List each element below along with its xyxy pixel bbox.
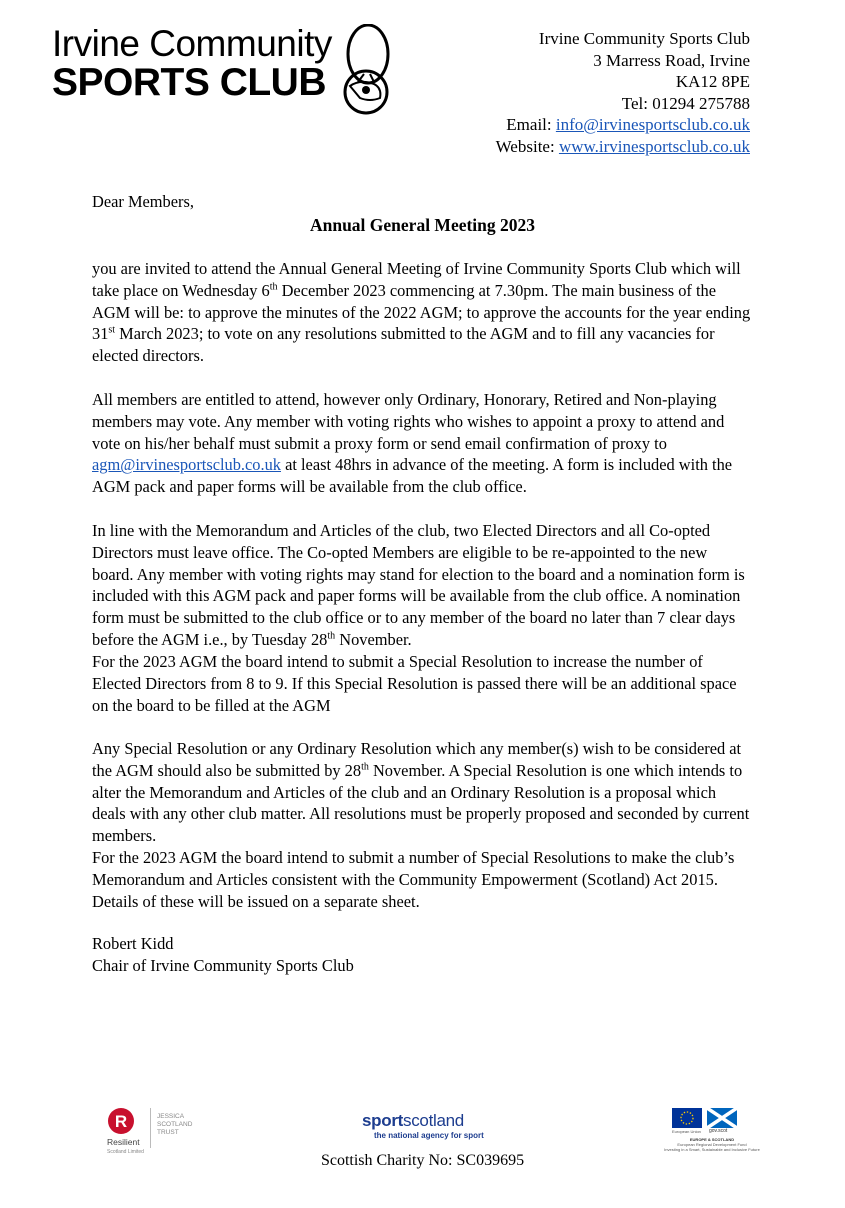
resilient-r-icon bbox=[107, 1107, 135, 1135]
gov-scot-label: gov.scot bbox=[709, 1128, 728, 1134]
p3-text-a: In line with the Memorandum and Articles of the club, two Elected Directors and all Co-opted Directors must leave office. The Co-opted Members are eligible to be re-appointed to the new board. Any member with voting rights may stand for election to the board and a nomination form is included with this AGM pack and paper forms will be available from the club office. A nomination form must be submitted to the club office or to any member of the board no later than 7 clear days before the AGM i.e., by Tuesday 28 bbox=[92, 521, 745, 649]
p1-text-a: you are invited to attend the Annual General Meeting of Irvine Community Sports Club which will take place on Wednesday 6 bbox=[92, 259, 741, 300]
jst-line-3: TRUST bbox=[157, 1129, 179, 1136]
address-telephone: Tel: 01294 275788 bbox=[621, 93, 750, 113]
jessica-scotland-trust-logo bbox=[157, 1113, 192, 1137]
address-website-row bbox=[496, 136, 750, 158]
signature-title: Chair of Irvine Community Sports Club bbox=[92, 956, 354, 975]
address-email-row bbox=[496, 114, 750, 136]
p1-sup-1: th bbox=[269, 281, 278, 293]
sportscotland-tagline: the national agency for sport bbox=[374, 1131, 484, 1140]
eu-line-3: Investing in a Smart, Sustainable and Inclusive Future bbox=[664, 1147, 760, 1152]
greeting: Dear Members, bbox=[92, 192, 194, 211]
website-link[interactable]: www.irvinesportsclub.co.uk bbox=[558, 136, 750, 156]
address-postcode: KA12 8PE bbox=[675, 72, 750, 91]
signature-name: Robert Kidd bbox=[92, 934, 174, 953]
letter-title: Annual General Meeting 2023 bbox=[309, 215, 536, 235]
p2-text-b: at least 48hrs in advance of the meeting. A form is included with the AGM pack and paper forms will be available from the club office. bbox=[92, 455, 733, 497]
resilient-sub-label: Scotland Limited bbox=[107, 1149, 144, 1155]
eu-line-2: European Regional Development Fund bbox=[677, 1142, 747, 1147]
jst-line-2: SCOTLAND bbox=[157, 1121, 193, 1128]
logo-line-1: Irvine Community bbox=[52, 23, 332, 64]
eu-flag-icon bbox=[672, 1108, 754, 1130]
paragraph-special-resolution-directors: For the 2023 AGM the board intend to submit a Special Resolution to increase the number of Elected Directors from 8 to 9. If this Special Resolution is passed there will be an additional space on the board to be filled at the AGM bbox=[92, 652, 737, 715]
paragraph-voting bbox=[92, 389, 752, 498]
paragraph-special-resolutions-articles: For the 2023 AGM the board intend to submit a number of Special Resolutions to make the club’s Memorandum and Articles consistent with the Community Empowerment (Scotland) Act 2015. Details of these will be issued on a separate sheet. bbox=[92, 848, 735, 911]
address-street: 3 Marress Road, Irvine bbox=[593, 50, 750, 70]
club-address bbox=[496, 28, 750, 157]
sportscotland-wordmark bbox=[362, 1111, 484, 1131]
footer-divider bbox=[150, 1108, 151, 1148]
paragraph-directors bbox=[92, 520, 752, 651]
charity-number: Scottish Charity No: SC039695 bbox=[320, 1152, 525, 1169]
p1-sup-2: st bbox=[108, 324, 116, 336]
email-link[interactable]: info@irvinesportsclub.co.uk bbox=[555, 115, 750, 134]
p1-text-c: March 2023; to vote on any resolutions submitted to the AGM and to fill any vacancies for elected directors. bbox=[92, 324, 715, 366]
agm-email-link[interactable]: agm@irvinesportsclub.co.uk bbox=[92, 455, 281, 475]
svg-text:R: R bbox=[114, 1112, 128, 1131]
email-label: Email: bbox=[506, 115, 552, 134]
p3-text-b: November. bbox=[335, 629, 412, 649]
p2-text-a: All members are entitled to attend, however only Ordinary, Honorary, Retired and Non-playing members may vote. Any member with voting rights who wishes to appoint a proxy to attend and vote on his/her behalf must submit a proxy form or send email confirmation of proxy to bbox=[92, 390, 725, 453]
p5-text-b: November. A Special Resolution is one which intends to alter the Memorandum and Articles of the club and an Ordinary Resolution is a proposal which deals with any other club matter. All resolutions must be properly proposed and seconded by current members. bbox=[92, 760, 750, 846]
p3-sup: th bbox=[327, 630, 336, 642]
eu-label: European Union bbox=[672, 1129, 701, 1134]
logo-line-2: SPORTS CLUB bbox=[52, 61, 327, 104]
p1-text-b: December 2023 commencing at 7.30pm. The main business of the AGM will be: to approve the minutes of the 2022 AGM; to approve the accounts for the year ending 31 bbox=[92, 280, 751, 344]
club-logo-icon bbox=[330, 24, 395, 116]
sportscotland-word-a: sport bbox=[362, 1111, 404, 1130]
resilient-scotland-logo bbox=[107, 1107, 135, 1140]
jst-line-1: JESSICA bbox=[157, 1113, 185, 1120]
sportscotland-word-b: scotland bbox=[403, 1111, 464, 1130]
paragraph-resolutions bbox=[92, 738, 752, 847]
p5-text-a: Any Special Resolution or any Ordinary Resolution which any member(s) wish to be considered at the AGM should also be submitted by 28 bbox=[92, 739, 742, 780]
resilient-label: Resilient bbox=[107, 1137, 140, 1147]
eu-line-1: EUROPE & SCOTLAND bbox=[689, 1137, 735, 1142]
p5-sup: th bbox=[361, 761, 369, 773]
address-name: Irvine Community Sports Club bbox=[538, 29, 750, 48]
paragraph-invitation bbox=[92, 258, 752, 367]
website-label: Website: bbox=[495, 136, 555, 156]
eu-scotland-logo bbox=[664, 1108, 760, 1152]
sportscotland-logo bbox=[362, 1111, 484, 1140]
